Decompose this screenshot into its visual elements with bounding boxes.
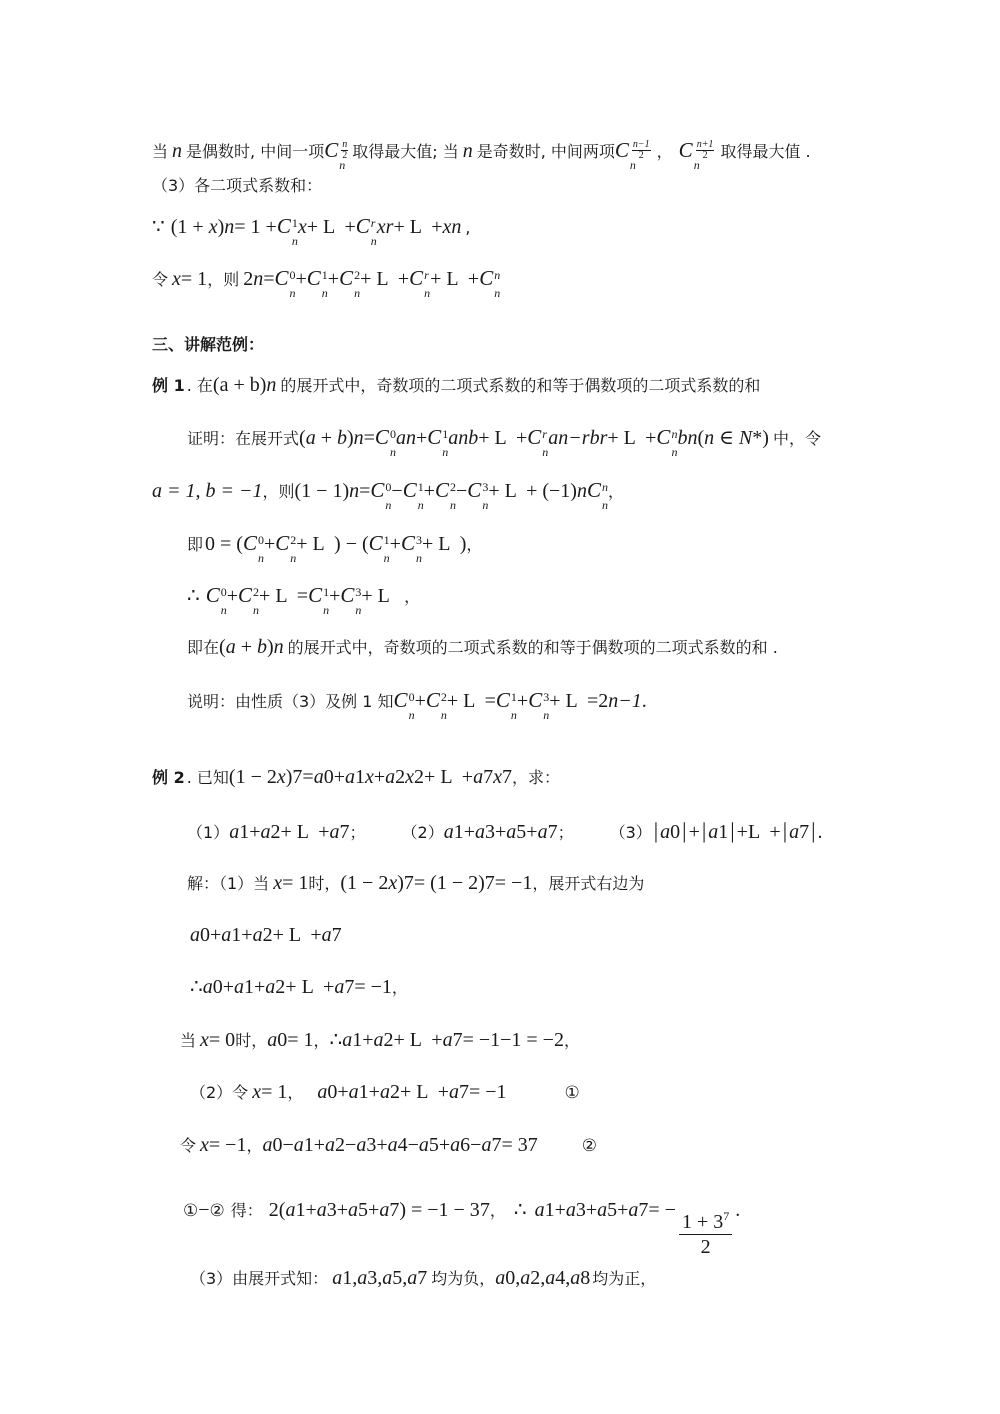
example-1-note: 说明：由性质（3）及例 1 知 C 0 n + C 2 n + L = C 1 n + C 3 n + L = 2 n−1 . xyxy=(187,688,647,722)
proof-line-4: ∴ C 0 n + C 2 n + L = C 1 n + C 3 n + L ， xyxy=(187,583,421,617)
eq: = 1 + xyxy=(234,216,277,238)
proof-line-1: 证明：在展开式 (a + b) n = C 0 n a n + C 1 n a n b + L + C r n a n−r b r + L + C n n b n (n ∈ N * ) 中，令 xyxy=(187,425,821,459)
example-2-statement: 例 2 . 已知 (1 − 2x) 7 = a 0 + a 1 x + a 2 x 2 + L + a 7 x 7 ，求： xyxy=(152,766,560,788)
section-title: 三、讲解范例： xyxy=(152,335,265,354)
solution-1-line-3: ∴ a 0 + a 1 + a 2 + L + a 7 = −1 ， xyxy=(190,976,408,998)
sum-of-coefficients-line: 令 x = 1 ，则 2 n = C 0 n + C 1 n + C 2 n + L + C r n + L + C n n xyxy=(152,266,501,300)
binom-C-n-odd2: C $\frac{n+1}{2}$ n xyxy=(678,138,714,172)
binom: C r n xyxy=(355,214,377,248)
binom-C-n-odd1: C $\frac{n-1}{2}$ n xyxy=(614,138,650,172)
equation-marker-1: ① xyxy=(564,1083,580,1103)
solution-1-line-2: a 0 + a 1 + a 2 + L + a 7 xyxy=(190,924,342,946)
solution-2-line-3: ① − ② 得： 2( a 1 + a 3 + a 5 + a 7 ) = −1 − 3 7 ， ∴ a 1 + a 3 + a 5 + a 7 = − $\frac{1 + 3^7}{2}$ . xyxy=(183,1199,741,1258)
solution-1-line-4: 当 x = 0 时， a 0 = 1 ， ∴ a 1 + a 2 + L + a 7 = −1−1 = −2 ， xyxy=(180,1029,580,1051)
solution-3-line-1: （3）由展开式知： a 1 , a 3 , a 5 , a 7 均为负， a 0 , a 2 , a 4 , a 8 均为正， xyxy=(190,1267,657,1289)
text: （3）各二项式系数和： xyxy=(152,176,323,195)
binomial-expansion-line: ∵ (1 + x) n = 1 + C 1 n x + L + C r n x r + L + x n , xyxy=(152,214,471,248)
max-coefficient-line xyxy=(152,138,811,172)
example-2-questions: （1） a 1 + a 2 + L + a 7 ； （2） a 1 + a 3 + a 5 + a 7 ； （3） | a 0 | + | a 1 | +L + | a 7 | . xyxy=(187,818,823,843)
text: 当 xyxy=(152,142,169,161)
binom: C 1 n xyxy=(276,214,298,248)
solution-2-line-1: （2）令 x = 1 ， a 0 + a 1 + a 2 + L + a 7 = −1 ① xyxy=(190,1081,580,1103)
var-n: n xyxy=(462,140,473,162)
var-n: n xyxy=(172,140,183,162)
fraction: $\frac{1 + 3^7}{2}$ xyxy=(679,1212,732,1257)
equation-marker-2: ② xyxy=(581,1136,597,1156)
comma: ， xyxy=(656,142,673,161)
example-label: 例 1 xyxy=(152,376,185,395)
example-1-statement: 例 1 . 在 (a + b) n 的展开式中，奇数项的二项式系数的和等于偶数项的二项式系数的和 xyxy=(152,374,761,396)
text: 是奇数时, 中间两项 xyxy=(476,142,615,161)
solution-1-line-1: 解：（1）当 x = 1 时， (1 − 2x) 7 = (1 − 2) 7 = −1 ，展开式右边为 xyxy=(187,872,645,894)
because-symbol: ∵ xyxy=(152,216,165,238)
text: 取得最大值; 当 xyxy=(352,142,459,161)
property-3-heading xyxy=(152,178,322,194)
proof-line-2: a = 1, b = −1 ，则 (1 − 1) n = C 0 n − C 1 n + C 2 n − C 3 n + L + (−1) n C n n ， xyxy=(152,478,624,512)
solution-2-line-2: 令 x = −1 ， a 0 − a 1 + a 2 − a 3 + a 4 − a 5 + a 6 − a 7 = 3 7 ② xyxy=(180,1134,597,1156)
proof-conclusion: 即在 (a + b) n 的展开式中，奇数项的二项式系数的和等于偶数项的二项式系数的和 . xyxy=(187,636,778,658)
binom-C-n-half: C $\frac{n}{2}$ n xyxy=(324,138,348,172)
text: 取得最大值 . xyxy=(720,142,811,161)
proof-line-3: 即 0 = ( C 0 n + C 2 n + L ) − ( C 1 n + C 3 n + L ) ， xyxy=(187,531,483,565)
example-label: 例 2 xyxy=(152,768,185,787)
expr: (1 + x) xyxy=(170,216,225,238)
text: 是偶数时, 中间一项 xyxy=(186,142,325,161)
